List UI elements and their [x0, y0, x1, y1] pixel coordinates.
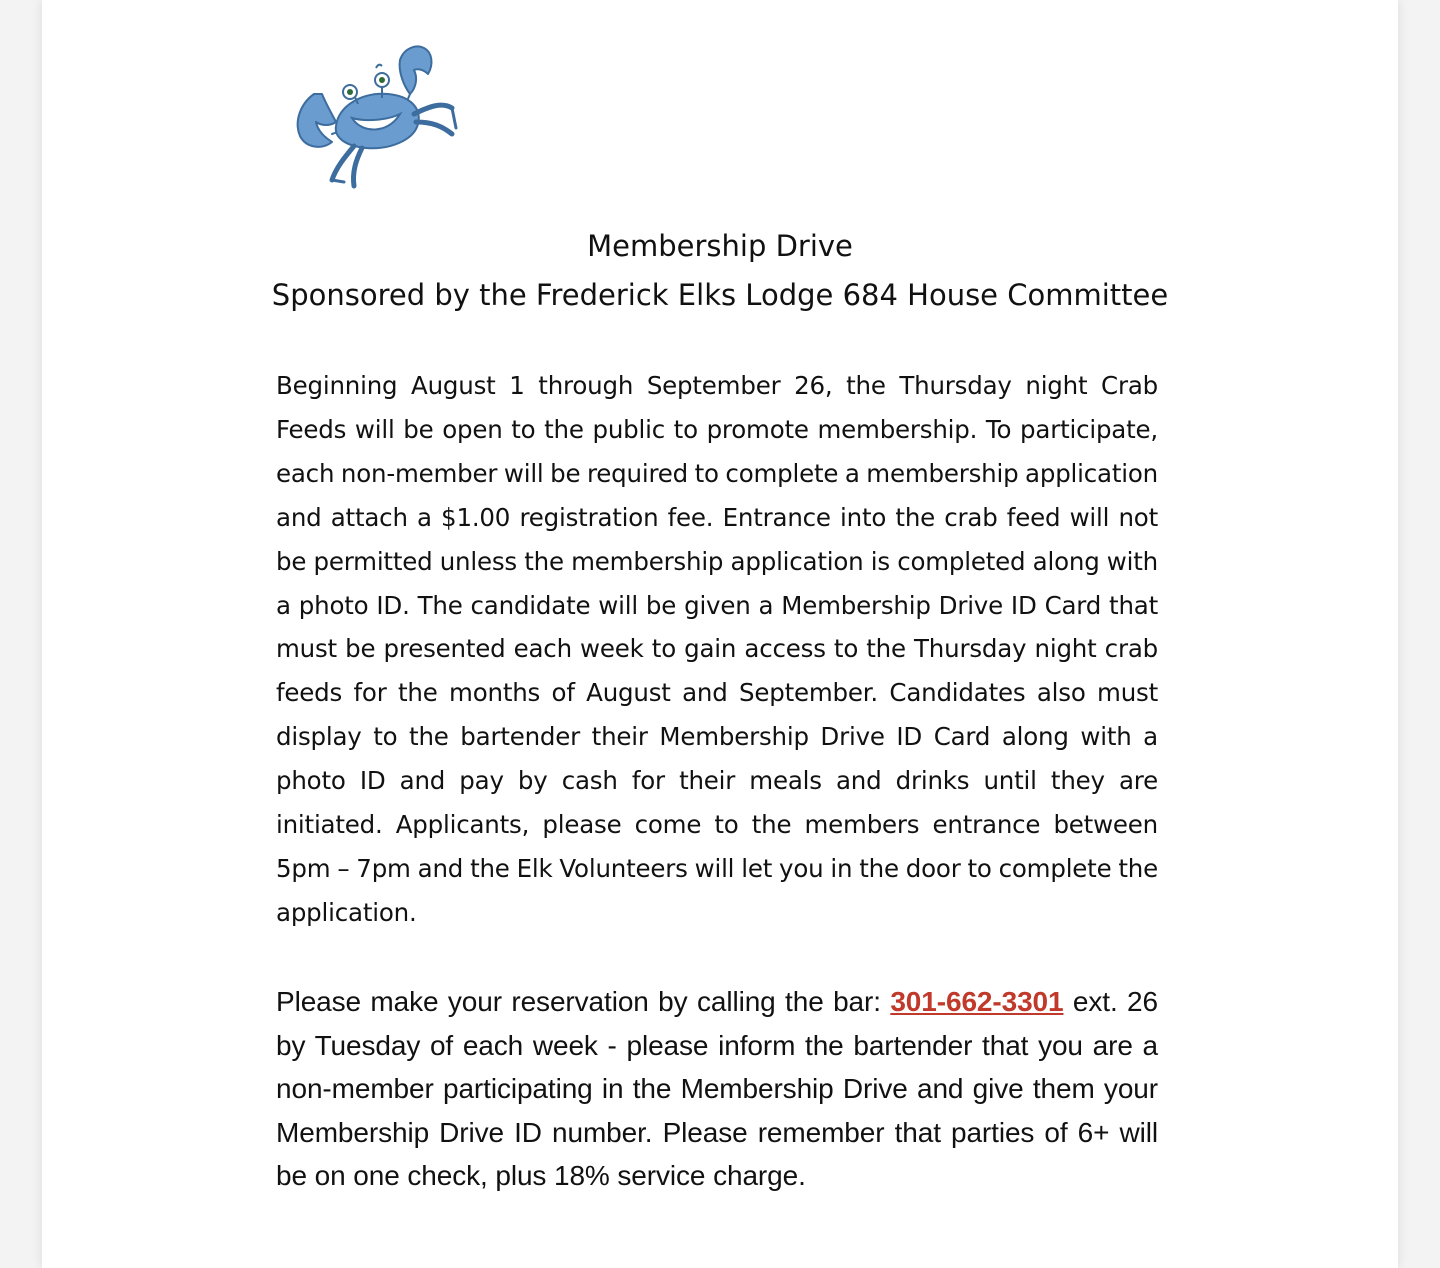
reservation-text-before: Please make your reservation by calling the bar: — [276, 986, 891, 1017]
title-block — [0, 222, 1440, 320]
document-subtitle: Sponsored by the Frederick Elks Lodge 684 House Committee — [271, 278, 1169, 312]
reservation-paragraph — [276, 980, 1158, 1198]
membership-details-paragraph: Beginning August 1 through September 26, the Thursday night Crab Feeds will be open to the public to promote membership. To participate, each non-member will be required to complete a membership application and attach a $1.00 registration fee. Entrance into the crab feed will not be permitted unless the membership application is completed along with a photo ID. The candidate will be given a Membership Drive ID Card that must be presented each week to gain access to the Thursday night crab feeds for the months of August and September. Candidates also must display to the bartender their Membership Drive ID Card along with a photo ID and pay by cash for their meals and drinks until they are initiated. Applicants, please come to the members entrance between 5pm – 7pm and the Elk Volunteers will let you in the door to complete the application. — [276, 371, 1158, 927]
phone-number-link[interactable]: 301-662-3301 — [890, 986, 1064, 1017]
document-title: Membership Drive — [587, 229, 853, 263]
reservation-text-after: ext. 26 by Tuesday of each week - please inform the bartender that you are a non-member participating in the Membership Drive and give them your Membership Drive ID number. Please remember that parties of 6+ will be on one check, plus 18% service charge. — [276, 986, 1158, 1191]
blue-crab-icon — [292, 42, 462, 192]
